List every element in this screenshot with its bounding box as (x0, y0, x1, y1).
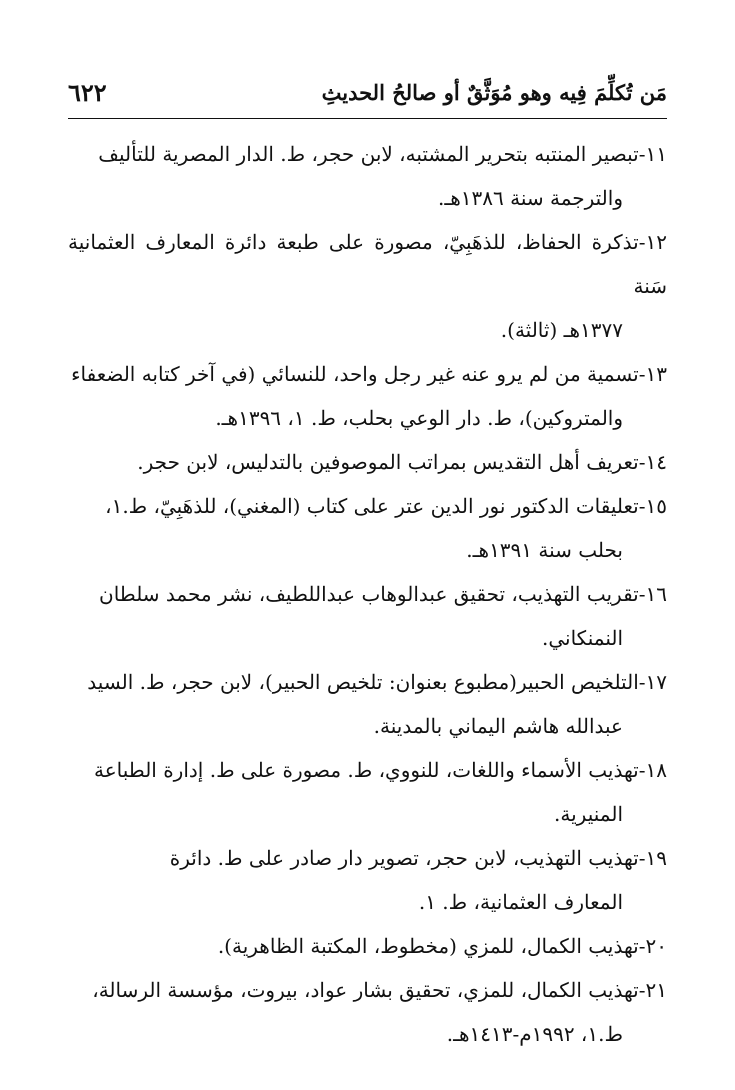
entry-number: ١٣ (645, 362, 667, 386)
entry-number: ١٢ (645, 230, 667, 254)
entry-continuation: عبدالله هاشم اليماني بالمدينة. (373, 714, 623, 738)
entry-continuation: والترجمة سنة ١٣٨٦هـ. (438, 186, 623, 210)
entry-text: تهذيب التهذيب، لابن حجر، تصوير دار صادر على ط. دائرة (169, 846, 639, 870)
entry-number: ١٦ (645, 582, 667, 606)
entry-text: تعريف أهل التقديس بمراتب الموصوفين بالتدليس، لابن حجر. (137, 450, 639, 474)
entry-number: ١٩ (645, 846, 667, 870)
entry-number: ٢٠ (645, 934, 667, 958)
bibliography-entry: ١٩-تهذيب التهذيب، لابن حجر، تصوير دار صادر على ط. دائرة المعارف العثمانية، ط. ١. (68, 836, 667, 924)
entry-number: ١١ (645, 142, 667, 166)
entry-text: التلخيص الحبير(مطبوع بعنوان: تلخيص الحبير)، لابن حجر، ط. السيد (87, 670, 639, 694)
bibliography-entry: ١١-تبصير المنتبه بتحرير المشتبه، لابن حجر، ط. الدار المصرية للتأليف والترجمة سنة ١٣٨٦هـ. (68, 132, 667, 220)
bibliography-entry: ١٥-تعليقات الدكتور نور الدين عتر على كتاب (المغني)، للذهَبِيّ، ط.١، بحلب سنة ١٣٩١هـ. (68, 484, 667, 572)
entry-number: ١٨ (645, 758, 667, 782)
entry-number: ١٤ (645, 450, 667, 474)
bibliography-entry: ١٤-تعريف أهل التقديس بمراتب الموصوفين بالتدليس، لابن حجر. (137, 450, 667, 474)
bibliography-entry: ٢١-تهذيب الكمال، للمزي، تحقيق بشار عواد، بيروت، مؤسسة الرسالة، ط.١، ١٩٩٢م-١٤١٣هـ. (68, 968, 667, 1056)
entry-text: تهذيب الأسماء واللغات، للنووي، ط. مصورة على ط. إدارة الطباعة (94, 758, 639, 782)
entry-text: تقريب التهذيب، تحقيق عبدالوهاب عبداللطيف، نشر محمد سلطان (99, 582, 639, 606)
entry-continuation: والمتروكين)، ط. دار الوعي بحلب، ط. ١، ١٣٩٦هـ. (215, 406, 623, 430)
entry-continuation: المنيرية. (554, 802, 623, 826)
bibliography-entry: ١٧-التلخيص الحبير(مطبوع بعنوان: تلخيص الحبير)، لابن حجر، ط. السيد عبدالله هاشم اليماني بالمدينة. (68, 660, 667, 748)
entry-text: تهذيب الكمال، للمزي (مخطوط، المكتبة الظاهرية). (217, 934, 639, 958)
bibliography-list (68, 132, 667, 1056)
bibliography-entry: ١٢-تذكرة الحفاظ، للذهَبِيّ، مصورة على طبعة دائرة المعارف العثمانية سَنة ١٣٧٧هـ (ثالثة). (68, 220, 667, 352)
entry-continuation: ١٣٧٧هـ (ثالثة). (500, 318, 623, 342)
page-header (68, 72, 667, 112)
entry-number: ٢١ (645, 978, 667, 1002)
bibliography-entry: ١٦-تقريب التهذيب، تحقيق عبدالوهاب عبداللطيف، نشر محمد سلطان النمنكاني. (68, 572, 667, 660)
entry-continuation: ط.١، ١٩٩٢م-١٤١٣هـ. (446, 1022, 623, 1046)
entry-text: تبصير المنتبه بتحرير المشتبه، لابن حجر، ط. الدار المصرية للتأليف (98, 142, 639, 166)
bibliography-entry: ٢٠-تهذيب الكمال، للمزي (مخطوط، المكتبة الظاهرية). (217, 934, 667, 958)
entry-text: تذكرة الحفاظ، للذهَبِيّ، مصورة على طبعة دائرة المعارف العثمانية سَنة (68, 230, 667, 298)
running-title: مَن تُكلِّمَ فِيه وهو مُوَثَّقٌ أو صالحُ الحديثِ (321, 79, 667, 105)
bibliography-entry: ١٣-تسمية من لم يرو عنه غير رجل واحد، للنسائي (في آخر كتابه الضعفاء والمتروكين)، ط. دار الوعي بحلب، ط. ١، ١٣٩٦هـ. (68, 352, 667, 440)
entry-continuation: بحلب سنة ١٣٩١هـ. (466, 538, 623, 562)
entry-number: ١٥ (645, 494, 667, 518)
entry-number: ١٧ (645, 670, 667, 694)
page-number: ٦٢٢ (68, 77, 107, 107)
entry-continuation: النمنكاني. (541, 626, 623, 650)
entry-text: تعليقات الدكتور نور الدين عتر على كتاب (المغني)، للذهَبِيّ، ط.١، (105, 494, 639, 518)
entry-text: تسمية من لم يرو عنه غير رجل واحد، للنسائي (في آخر كتابه الضعفاء (71, 362, 639, 386)
bibliography-entry: ١٨-تهذيب الأسماء واللغات، للنووي، ط. مصورة على ط. إدارة الطباعة المنيرية. (68, 748, 667, 836)
entry-continuation: المعارف العثمانية، ط. ١. (418, 890, 623, 914)
header-divider (68, 118, 667, 119)
entry-text: تهذيب الكمال، للمزي، تحقيق بشار عواد، بيروت، مؤسسة الرسالة، (92, 978, 639, 1002)
